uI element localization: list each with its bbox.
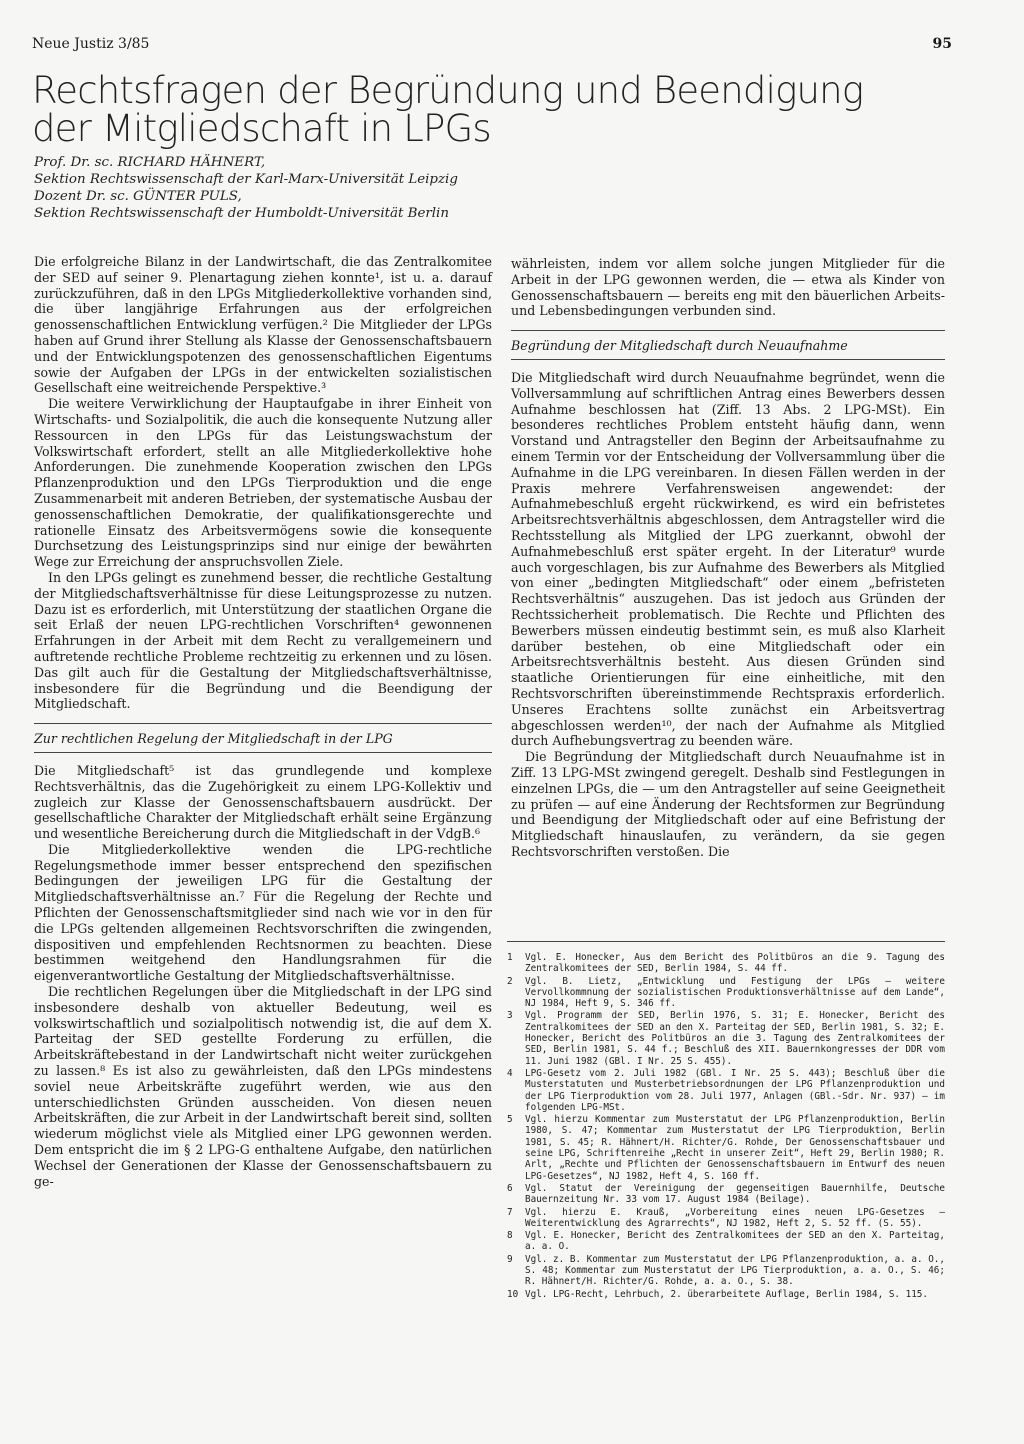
section-heading: Begründung der Mitgliedschaft durch Neuaufnahme [511, 330, 945, 360]
paragraph: Die rechtlichen Regelungen über die Mitgliedschaft in der LPG sind insbesondere deshalb von aktueller Bedeutung, weil es volkswirtschaftlich und sozialpolitisch notwendig ist, die auf dem X. Parteitag der SED gestellte Forderung zu erfüllen, die Arbeitskräftebestand in der Landwirtschaft nicht weiter zurückgehen zu lassen.⁸ Es ist also zu gewährleisten, daß den LPGs mindestens soviel neue Arbeitskräfte zugeführt werden, wie aus den unterschiedlichsten Gründen ausscheiden. Von diesen neuen Arbeitskräften, die zur Arbeit in der Landwirtschaft bereit sind, sollten wiederum möglichst viele als Mitglied einer LPG gewonnen werden. Dem entspricht die im § 2 LPG-G enthaltene Aufgabe, den natürlichen Wechsel der Generationen der Klasse der Genossenschaftsbauern zu ge- [34, 984, 492, 1189]
footnote-number: 8 [507, 1230, 513, 1242]
author-2-affiliation: Sektion Rechtswissenschaft der Humboldt-Universität Berlin [34, 206, 449, 221]
footnote-text: Vgl. B. Lietz, „Entwicklung und Festigung der LPGs — weitere Vervollkommnung der sozialistischen Produktionsverhältnisse auf dem Lande“, NJ 1984, Heft 9, S. 346 ff. [525, 975, 945, 1010]
footnote-number: 7 [507, 1206, 513, 1218]
paragraph: In den LPGs gelingt es zunehmend besser, die rechtliche Gestaltung der Mitgliedschaftsverhältnisse für diese Leitungsprozesse zu nutzen. Dazu ist es erforderlich, mit Unterstützung der staatlichen Organe die seit Erlaß der neuen LPG-rechtlichen Vorschriften⁴ gewonnenen Erfahrungen in der Arbeit mit dem Recht zu verallgemeinern und auftretende rechtliche Probleme rechtzeitig zu erkennen und zu lösen. Das gilt auch für die Gestaltung der Mitgliedschaftsverhältnisse, insbesondere für die Begründung und die Beendigung der Mitgliedschaft. [34, 569, 492, 712]
footnote-number: 1 [507, 952, 513, 963]
paragraph: Die weitere Verwirklichung der Hauptaufgabe in ihrer Einheit von Wirtschafts- und Sozialpolitik, die auch die konsequente Nutzung aller Ressourcen in den LPGs für das Leistungswachstum der Volkswirtschaft erfordert, stellt an alle Mitgliederkollektive hohe Anforderungen. Die zunehmende Kooperation zwischen den LPGs Pflanzenproduktion und den LPGs Tierproduktion und die enge Zusammenarbeit mit anderen Betrieben, der systematische Ausbau der genossenschaftlichen Demokratie, der qualifikationsgerechte und rationelle Einsatz des Arbeitsvermögens sowie die konsequente Durchsetzung des Leistungsprinzips sind nur einige der bewährten Wege zur Erreichung der anspruchsvollen Ziele. [34, 396, 492, 570]
footnote [507, 952, 945, 975]
footnote [507, 1114, 945, 1182]
journal-issue: Neue Justiz 3/85 [32, 36, 150, 52]
footnote-number: 5 [507, 1114, 513, 1126]
footnote-number: 4 [507, 1067, 513, 1079]
paragraph: Die erfolgreiche Bilanz in der Landwirtschaft, die das Zentralkomitee der SED auf seiner 9. Plenartagung ziehen konnte¹, ist u. a. darauf zurückzuführen, daß in den LPGs Mitgliederkollektive vorhanden sind, die über langjährige Erfahrungen aus der erfolgreichen genossenschaftlichen Entwicklung verfügen.² Die Mitglieder der LPGs haben auf Grund ihrer Stellung als Klasse der Genossenschaftsbauern und der Entwicklungspotenzen des genossenschaftlichen Eigentums sowie der Aufgaben der LPGs in der entwickelten sozialistischen Gesellschaft eine weitreichende Perspektive.³ [34, 254, 492, 396]
paragraph: Die Begründung der Mitgliedschaft durch Neuaufnahme ist in Ziff. 13 LPG-MSt zwingend geregelt. Deshalb sind Festlegungen in einzelnen LPGs, die — um den Antragsteller auf seine Geeignetheit zu prüfen — auf eine Änderung der Rechtsformen zur Begründung und Beendigung der Mitgliedschaft oder auf eine Befristung der Mitgliedschaft hinauslaufen, zu verändern, da sie gegen Rechtsvorschriften verstoßen. Die [511, 749, 945, 859]
footnote [507, 1068, 945, 1113]
paragraph: Die Mitgliedschaft wird durch Neuaufnahme begründet, wenn die Vollversammlung auf schriftlichen Antrag eines Bewerbers dessen Aufnahme beschlossen hat (Ziff. 13 Abs. 2 LPG-MSt). Ein besonderes rechtliches Problem entsteht häufig dann, wenn Vorstand und Antragsteller den Beginn der Arbeitsaufnahme zu einem Termin vor der Entscheidung der Vollversammlung über die Aufnahme in die LPG vereinbaren. In diesen Fällen werden in der Praxis mehrere Verfahrensweisen angewendet: der Aufnahmebeschluß ergeht rückwirkend, es wird ein befristetes Arbeitsrechtsverhältnis abgeschlossen, dem Antragsteller wird die Rechtsstellung als Mitglied der LPG zuerkannt, obwohl der Aufnahmebeschluß erst später ergeht. In der Literatur⁹ wurde auch vorgeschlagen, bis zur Aufnahme des Bewerbers als Mitglied von einer „bedingten Mitgliedschaft“ oder einem „befristeten Rechtsverhältnis“ auszugehen. Das ist jedoch aus Gründen der Rechtssicherheit problematisch. Die Rechte und Pflichten des Bewerbers müssen eindeutig bestimmt sein, es muß also Klarheit darüber bestehen, ob eine Mitgliedschaft oder ein Arbeitsrechtsverhältnis besteht. Aus diesen Gründen sind staatliche Orientierungen für eine einheitliche, mit den Rechtsvorschriften übereinstimmende Rechtspraxis erforderlich. Unseres Erachtens sollte zunächst ein Arbeitsvertrag abgeschlossen werden¹⁰, der nach der Aufnahme als Mitglied durch Aufhebungsvertrag zu beenden wäre. [511, 369, 945, 749]
footnote [507, 1183, 945, 1206]
paragraph: währleisten, indem vor allem solche jungen Mitglieder für die Arbeit in der LPG gewonnen werden, die — etwa als Kinder von Genossenschaftsbauern — bereits eng mit den bäuerlichen Arbeits- und Lebensbedingungen verbunden sind. [511, 256, 945, 319]
footnote [507, 1254, 945, 1288]
footnote-text: Vgl. z. B. Kommentar zum Musterstatut der LPG Pflanzenproduktion, a. a. O., S. 48; Kommentar zum Musterstatut der LPG Tierproduktion, a. a. O., S. 46; R. Hähnert/H. Richter/G. Rohde, a. a. O., S. 38. [525, 1253, 945, 1288]
article-title-line-1: Rechtsfragen der Begründung und Beendigung [32, 69, 864, 112]
author-1-affiliation: Sektion Rechtswissenschaft der Karl-Marx-Universität Leipzig [34, 172, 458, 187]
page-number: 95 [932, 36, 952, 52]
footnote [507, 1230, 945, 1253]
footnote [507, 976, 945, 1010]
footnotes [507, 952, 945, 1301]
footnote-number: 10 [507, 1288, 519, 1300]
footnote-text: Vgl. hierzu E. Krauß, „Vorbereitung eines neuen LPG-Gesetzes — Weiterentwicklung des Agrarrechts“, NJ 1982, Heft 2, S. 52 ff. (S. 55). [525, 1206, 945, 1229]
footnote-number: 6 [507, 1182, 513, 1194]
paragraph: Die Mitgliedschaft⁵ ist das grundlegende und komplexe Rechtsverhältnis, das die Zugehörigkeit zu einem LPG-Kollektiv und zugleich zur Klasse der Genossenschaftsbauern ausdrückt. Der gesellschaftliche Charakter der Mitgliedschaft erhält seine Ergänzung und wesentliche Bereicherung durch die Mitgliedschaft in der VdgB.⁶ [34, 762, 492, 842]
left-column [34, 254, 492, 1189]
author-2-name: Dozent Dr. sc. GÜNTER PULS, [34, 189, 242, 204]
footnote-text: Vgl. E. Honecker, Bericht des Zentralkomitees der SED an den X. Parteitag, a. a. O. [525, 1230, 945, 1253]
paragraph: Die Mitgliederkollektive wenden die LPG-rechtliche Regelungsmethode immer besser entsprechend den spezifischen Bedingungen der jeweiligen LPG für die Gestaltung der Mitgliedschaftsverhältnisse an.⁷ Für die Regelung der Rechte und Pflichten der Genossenschaftsmitglieder sind nach wie vor in den für die LPGs geltenden allgemeinen Rechtsvorschriften die zwingenden, dispositiven und empfehlenden Rechtsnormen zu beachten. Diese bestimmen weitgehend den Handlungsrahmen für die eigenverantwortliche Gestaltung der Mitgliedschaftsverhältnisse. [34, 841, 492, 984]
footnote-text: Vgl. Statut der Vereinigung der gegenseitigen Bauernhilfe, Deutsche Bauernzeitung Nr. 33 vom 17. August 1984 (Beilage). [525, 1182, 945, 1206]
footnote-number: 2 [507, 975, 513, 987]
right-column [511, 256, 945, 860]
footnote-text: Vgl. hierzu Kommentar zum Musterstatut der LPG Pflanzenproduktion, Berlin 1980, S. 47; Kommentar zum Musterstatut der LPG Tierproduktion, Berlin 1981, S. 45; R. Hähnert/H. Richter/G. Rohde, Der Genossenschaftsbauer und seine LPG, Schriftenreihe „Recht in unserer Zeit“, Heft 29, Berlin 1980; R. Arlt, „Rechte und Pflichten der Genossenschaftsbauern im Entwurf des neuen LPG-Gesetzes“, NJ 1982, Heft 4, S. 160 ff. [525, 1114, 945, 1182]
footnote-text: Vgl. Programm der SED, Berlin 1976, S. 31; E. Honecker, Bericht des Zentralkomitees der SED an den X. Parteitag der SED, Berlin 1981, S. 32; E. Honecker, Bericht des Politbüros an die 3. Tagung des Zentralkomitees der SED, Berlin 1981, S. 44 f.; Beschluß des XII. Bauernkongresses der DDR vom 11. Juni 1982 (GBl. I Nr. 25 S. 455). [525, 1010, 945, 1067]
footnote-divider [507, 941, 945, 942]
footnote-number: 9 [507, 1253, 513, 1265]
footnote-text: LPG-Gesetz vom 2. Juli 1982 (GBl. I Nr. 25 S. 443); Beschluß über die Musterstatuten und Musterbetriebsordnungen der LPG Pflanzenproduktion und der LPG Tierproduktion vom 28. Juli 1977, Anlagen (GBl.-Sdr. Nr. 937) — im folgenden LPG-MSt. [525, 1067, 945, 1113]
section-heading: Zur rechtlichen Regelung der Mitgliedschaft in der LPG [34, 723, 492, 753]
article-title [32, 69, 864, 150]
article-title-line-2: der Mitgliedschaft in LPGs [32, 107, 491, 150]
footnote [507, 1010, 945, 1066]
footnote-text: Vgl. E. Honecker, Aus dem Bericht des Politbüros an die 9. Tagung des Zentralkomitees der SED, Berlin 1984, S. 44 ff. [525, 952, 945, 975]
footnote-text: Vgl. LPG-Recht, Lehrbuch, 2. überarbeitete Auflage, Berlin 1984, S. 115. [525, 1288, 928, 1300]
footnote-number: 3 [507, 1010, 513, 1022]
running-header [32, 36, 952, 58]
author-block [34, 154, 594, 222]
author-1-name: Prof. Dr. sc. RICHARD HÄHNERT, [34, 155, 266, 170]
footnote [507, 1289, 945, 1300]
footnote [507, 1207, 945, 1230]
